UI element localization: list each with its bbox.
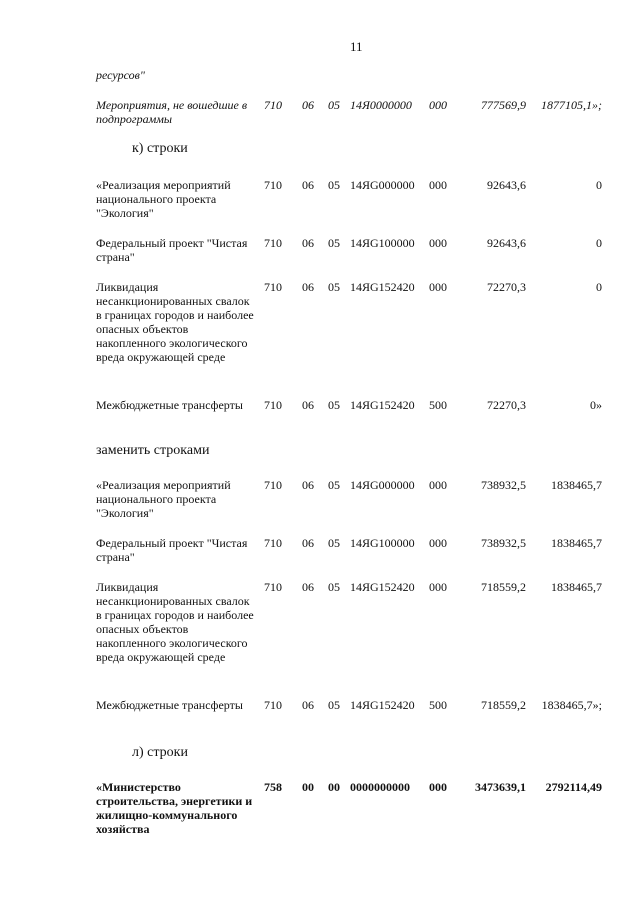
cell-amount-2: 1838465,7 [551, 536, 602, 550]
cell-subsection: 05 [328, 580, 340, 594]
section-heading-replace: заменить строками [96, 443, 210, 458]
cell-ministry: 710 [264, 178, 282, 192]
row-name: Межбюджетные трансферты [96, 398, 243, 412]
cell-type: 500 [429, 398, 447, 412]
cell-subsection: 05 [328, 398, 340, 412]
cell-section: 06 [302, 698, 314, 712]
cell-amount-1: 72270,3 [487, 398, 526, 412]
cell-target: 14ЯG152420 [350, 398, 415, 412]
cell-target: 14ЯG152420 [350, 698, 415, 712]
cell-amount-2: 0 [596, 178, 602, 192]
cell-amount-2: 0» [590, 398, 602, 412]
cell-target: 14ЯG152420 [350, 280, 415, 294]
cell-target: 14ЯG000000 [350, 478, 415, 492]
cell-amount-2: 2792114,49 [545, 780, 602, 794]
cell-subsection: 05 [328, 536, 340, 550]
cell-section: 00 [302, 780, 314, 794]
row-name: Федеральный проект "Чистая страна" [96, 536, 248, 564]
cell-target: 14ЯG100000 [350, 236, 415, 250]
cell-target: 14ЯG000000 [350, 178, 415, 192]
row-name: «Министерство строительства, энергетики и жилищно-коммунального хозяйства [96, 780, 253, 836]
cell-amount-1: 3473639,1 [475, 780, 526, 794]
cell-amount-1: 718559,2 [481, 698, 526, 712]
cell-ministry: 710 [264, 536, 282, 550]
cell-subsection: 05 [328, 698, 340, 712]
row-name: Ликвидация несанкционированных свалок в границах городов и наиболее опасных объектов накопленного экологического вреда окружающей среде [96, 280, 254, 364]
cell-subsection: 05 [328, 280, 340, 294]
cell-amount-2: 0 [596, 280, 602, 294]
cell-ministry: 710 [264, 280, 282, 294]
cell-subsection: 05 [328, 98, 340, 112]
cell-amount-1: 738932,5 [481, 478, 526, 492]
cell-section: 06 [302, 178, 314, 192]
cell-ministry: 710 [264, 236, 282, 250]
cell-subsection: 05 [328, 236, 340, 250]
cell-section: 06 [302, 280, 314, 294]
cell-type: 000 [429, 780, 447, 794]
row-name: «Реализация мероприятий национального проекта "Экология" [96, 178, 231, 220]
cell-amount-1: 92643,6 [487, 236, 526, 250]
cell-type: 000 [429, 478, 447, 492]
cell-amount-2: 0 [596, 236, 602, 250]
cell-ministry: 710 [264, 398, 282, 412]
cell-section: 06 [302, 236, 314, 250]
cell-type: 000 [429, 236, 447, 250]
cell-amount-1: 738932,5 [481, 536, 526, 550]
cell-type: 000 [429, 580, 447, 594]
cell-amount-1: 92643,6 [487, 178, 526, 192]
cell-ministry: 710 [264, 580, 282, 594]
cell-type: 500 [429, 698, 447, 712]
cell-amount-1: 777569,9 [481, 98, 526, 112]
page-number: 11 [350, 39, 363, 54]
cell-subsection: 05 [328, 478, 340, 492]
cell-amount-2: 1838465,7»; [541, 698, 602, 712]
cell-section: 06 [302, 398, 314, 412]
cell-amount-2: 1838465,7 [551, 580, 602, 594]
row-name: Федеральный проект "Чистая страна" [96, 236, 248, 264]
cell-target: 14ЯG152420 [350, 580, 415, 594]
cell-target: 14Я0000000 [350, 98, 412, 112]
cell-section: 06 [302, 98, 314, 112]
cell-amount-1: 718559,2 [481, 580, 526, 594]
cell-amount-2: 1838465,7 [551, 478, 602, 492]
cell-section: 06 [302, 478, 314, 492]
cell-type: 000 [429, 536, 447, 550]
cell-type: 000 [429, 280, 447, 294]
cell-type: 000 [429, 178, 447, 192]
section-heading-l: л) строки [132, 745, 188, 760]
cell-target: 0000000000 [350, 780, 410, 794]
row-name: «Реализация мероприятий национального проекта "Экология" [96, 478, 231, 520]
cell-ministry: 710 [264, 478, 282, 492]
cell-type: 000 [429, 98, 447, 112]
top-fragment: ресурсов" [96, 68, 145, 82]
row-name: Мероприятия, не вошедшие в подпрограммы [96, 98, 248, 126]
cell-section: 06 [302, 536, 314, 550]
cell-amount-2: 1877105,1»; [541, 98, 602, 112]
cell-target: 14ЯG100000 [350, 536, 415, 550]
cell-ministry: 710 [264, 98, 282, 112]
cell-ministry: 710 [264, 698, 282, 712]
cell-amount-1: 72270,3 [487, 280, 526, 294]
row-name: Ликвидация несанкционированных свалок в границах городов и наиболее опасных объектов накопленного экологического вреда окружающей среде [96, 580, 254, 664]
cell-section: 06 [302, 580, 314, 594]
cell-subsection: 00 [328, 780, 340, 794]
cell-subsection: 05 [328, 178, 340, 192]
row-name: Межбюджетные трансферты [96, 698, 243, 712]
section-heading-k: к) строки [132, 141, 188, 156]
cell-ministry: 758 [264, 780, 282, 794]
